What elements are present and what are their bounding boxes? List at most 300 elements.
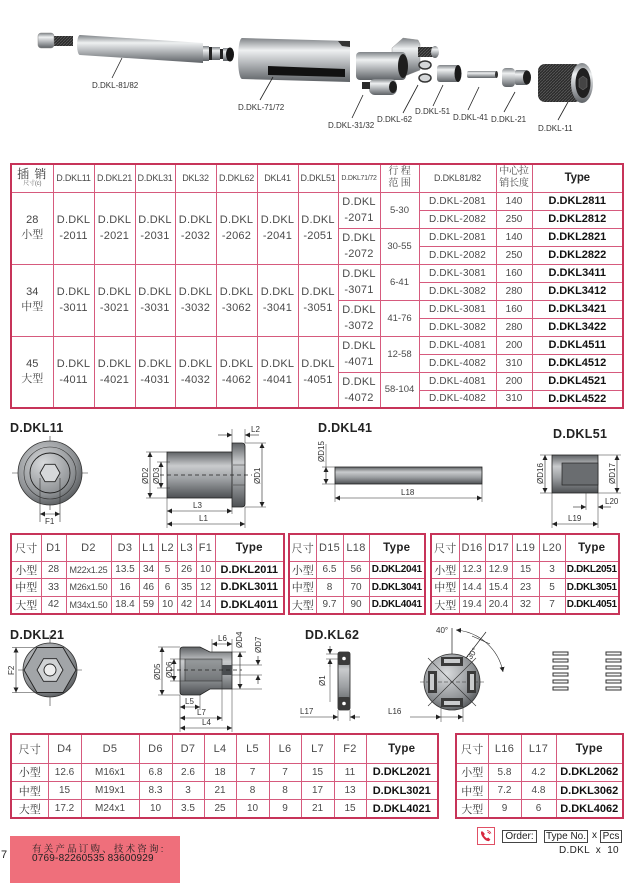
dim-label: L17 bbox=[300, 707, 314, 716]
dim-label: F1 bbox=[45, 517, 55, 526]
pull-pin-cell: D.DKL-4081 bbox=[419, 372, 496, 390]
part-cell: D.DKL -2032 bbox=[175, 192, 216, 264]
dkl11-title: D.DKL11 bbox=[10, 421, 64, 435]
type-cell: D.DKL3011 bbox=[215, 579, 284, 597]
value-cell: 6 bbox=[521, 800, 556, 818]
header-cell: Type bbox=[215, 534, 284, 561]
value-cell: 17 bbox=[301, 781, 334, 799]
dim-label: ØD2 bbox=[141, 467, 150, 484]
section-drawings-upper bbox=[0, 410, 634, 532]
dim-label: L18 bbox=[401, 488, 415, 497]
size-class-cell: 小型 bbox=[11, 561, 41, 579]
value-cell: 7 bbox=[269, 763, 301, 781]
value-cell: 70 bbox=[343, 579, 369, 597]
part-label: D.DKL-31/32 bbox=[328, 121, 375, 130]
header-cell: DKL32 bbox=[175, 164, 216, 192]
dkl21-front-view bbox=[7, 635, 82, 706]
part-labels bbox=[92, 81, 573, 133]
value-cell: 12.6 bbox=[48, 763, 81, 781]
pull-pin-cell: D.DKL-2081 bbox=[419, 228, 496, 246]
dim-label: Ø1 bbox=[318, 675, 327, 686]
value-cell: 12.9 bbox=[485, 561, 512, 579]
value-cell: 18.4 bbox=[111, 596, 139, 614]
header-cell: L5 bbox=[236, 734, 269, 763]
table-row bbox=[11, 781, 438, 799]
dkl62-spec-table bbox=[455, 733, 624, 819]
value-cell: 5.8 bbox=[488, 763, 521, 781]
dim-label: L7 bbox=[197, 708, 206, 717]
dkl62-side-view bbox=[300, 646, 360, 721]
spring-stack-icon bbox=[553, 652, 568, 690]
table-row bbox=[289, 579, 425, 597]
section-drawings-lower bbox=[0, 620, 634, 733]
dkl62-front-view bbox=[388, 626, 503, 722]
header-row bbox=[11, 734, 438, 763]
dim-label: L5 bbox=[185, 697, 194, 706]
type-cell: D.DKL4051 bbox=[565, 596, 619, 614]
phone-icon bbox=[477, 827, 495, 845]
dim-label: L1 bbox=[199, 514, 208, 523]
value-cell: 9 bbox=[269, 800, 301, 818]
dkl11-side-view bbox=[141, 425, 266, 528]
value-cell: 33 bbox=[41, 579, 66, 597]
type-cell: D.DKL4522 bbox=[532, 390, 623, 408]
contact-box bbox=[10, 836, 180, 883]
type-no-label: Type No. bbox=[545, 831, 587, 842]
pcs-label: Pcs bbox=[600, 830, 622, 843]
type-cell: D.DKL4511 bbox=[532, 336, 623, 354]
pin-length-cell: 310 bbox=[496, 390, 532, 408]
value-cell: 23 bbox=[512, 579, 539, 597]
part-cell: D.DKL -2051 bbox=[298, 192, 338, 264]
pin-length-cell: 140 bbox=[496, 192, 532, 210]
size-class-cell: 大型 bbox=[431, 596, 459, 614]
type-cell: D.DKL2041 bbox=[369, 561, 425, 579]
header-cell: 尺寸 bbox=[11, 534, 41, 561]
pull-pin-rod-part bbox=[77, 35, 234, 63]
header-cell: F1 bbox=[196, 534, 215, 561]
table-row bbox=[11, 763, 438, 781]
value-cell: 14 bbox=[196, 596, 215, 614]
dkl21-side-view bbox=[153, 631, 263, 732]
dim-label: ØD7 bbox=[254, 636, 263, 653]
size-cell bbox=[11, 336, 53, 408]
dkl41-title: D.DKL41 bbox=[318, 421, 373, 435]
table-row bbox=[11, 264, 623, 282]
type-cell: D.DKL2811 bbox=[532, 192, 623, 210]
part-label: D.DKL-41 bbox=[453, 113, 489, 122]
type-cell: D.DKL4041 bbox=[369, 596, 425, 614]
header-row bbox=[431, 534, 619, 561]
pull-pin-cell: D.DKL-2082 bbox=[419, 210, 496, 228]
value-cell: 9.7 bbox=[316, 596, 343, 614]
part-cell: D.DKL -4051 bbox=[298, 336, 338, 408]
part-label: D.DKL-62 bbox=[377, 115, 413, 124]
value-cell: M22x1.25 bbox=[66, 561, 111, 579]
dim-label: L20 bbox=[605, 497, 619, 506]
value-cell: 14.4 bbox=[459, 579, 485, 597]
table-row bbox=[456, 781, 623, 799]
table-row bbox=[456, 800, 623, 818]
header-cell: L4 bbox=[204, 734, 236, 763]
dim-label: L2 bbox=[251, 425, 260, 434]
header-cell: D.DKL62 bbox=[216, 164, 257, 192]
header-cell: D.DKL31 bbox=[135, 164, 175, 192]
contact-phone-numbers: 0769-82260535 83600929 bbox=[32, 853, 154, 864]
dkl21-spec-table bbox=[10, 733, 439, 819]
type-cell: D.DKL4521 bbox=[532, 372, 623, 390]
header-cell: Type bbox=[556, 734, 623, 763]
part-cell: D.DKL -2021 bbox=[94, 192, 135, 264]
pull-pin-cell: D.DKL-3081 bbox=[419, 264, 496, 282]
table-row bbox=[289, 596, 425, 614]
dkl11-front-view bbox=[12, 436, 88, 526]
part-cell: D.DKL -4062 bbox=[216, 336, 257, 408]
value-cell: 2.6 bbox=[172, 763, 204, 781]
pull-pin-cell: D.DKL-2081 bbox=[419, 192, 496, 210]
header-cell: D.DKL21 bbox=[94, 164, 135, 192]
table-row bbox=[289, 561, 425, 579]
header-cell: L7 bbox=[301, 734, 334, 763]
part-label: D.DKL-21 bbox=[491, 115, 527, 124]
part-cell: D.DKL -3062 bbox=[216, 264, 257, 336]
dim-label: L4 bbox=[202, 718, 211, 727]
part-cell: D.DKL -4011 bbox=[53, 336, 94, 408]
type-cell: D.DKL3411 bbox=[532, 264, 623, 282]
header-cell: D7 bbox=[172, 734, 204, 763]
table-row bbox=[11, 800, 438, 818]
value-cell: 3 bbox=[172, 781, 204, 799]
part-cell: D.DKL -3041 bbox=[257, 264, 298, 336]
value-cell: 4.2 bbox=[521, 763, 556, 781]
value-cell: 4.8 bbox=[521, 781, 556, 799]
dkl41-side-view bbox=[317, 441, 482, 502]
header-cell: D3 bbox=[111, 534, 139, 561]
value-cell: 7.2 bbox=[488, 781, 521, 799]
type-cell: D.DKL3062 bbox=[556, 781, 623, 799]
value-cell: 3 bbox=[539, 561, 565, 579]
header-row bbox=[11, 534, 284, 561]
header-cell: 尺寸 bbox=[289, 534, 316, 561]
value-cell: 15 bbox=[334, 800, 366, 818]
header-cell: D16 bbox=[459, 534, 485, 561]
exploded-assembly-view bbox=[0, 0, 634, 160]
value-cell: 10 bbox=[196, 561, 215, 579]
value-cell: 10 bbox=[158, 596, 177, 614]
value-cell: 6.5 bbox=[316, 561, 343, 579]
size-class-cell: 小型 bbox=[289, 561, 316, 579]
value-cell: 15.4 bbox=[485, 579, 512, 597]
part-label: D.DKL-51 bbox=[415, 107, 451, 116]
header-cell: D.DKL51 bbox=[298, 164, 338, 192]
value-cell: 21 bbox=[204, 781, 236, 799]
sleeve-part-cell: D.DKL -3071 bbox=[338, 264, 380, 300]
dim-label: ØD5 bbox=[153, 663, 162, 680]
sleeve-part-cell: D.DKL -4072 bbox=[338, 372, 380, 408]
value-cell: 90 bbox=[343, 596, 369, 614]
size-class-cell: 中型 bbox=[456, 781, 488, 799]
header-cell: L6 bbox=[269, 734, 301, 763]
pull-pin-cell: D.DKL-4082 bbox=[419, 354, 496, 372]
header-cell: Type bbox=[565, 534, 619, 561]
value-cell: M34x1.50 bbox=[66, 596, 111, 614]
corner-subtitle: 尺寸(c) bbox=[23, 181, 42, 188]
value-cell: 8.3 bbox=[139, 781, 172, 799]
size-class-cell: 中型 bbox=[289, 579, 316, 597]
header-cell: L16 bbox=[488, 734, 521, 763]
type-cell: D.DKL4062 bbox=[556, 800, 623, 818]
header-cell: D1 bbox=[41, 534, 66, 561]
type-cell: D.DKL2822 bbox=[532, 246, 623, 264]
size-value: 28 bbox=[26, 214, 39, 226]
type-cell: D.DKL2011 bbox=[215, 561, 284, 579]
dim-label: L6 bbox=[218, 634, 227, 643]
value-cell: 6.8 bbox=[139, 763, 172, 781]
table-row bbox=[11, 579, 284, 597]
value-cell: 12 bbox=[196, 579, 215, 597]
stroke-range-cell: 5-30 bbox=[380, 192, 419, 228]
header-cell: L3 bbox=[177, 534, 196, 561]
screw-part bbox=[38, 33, 73, 48]
pin-length-cell: 200 bbox=[496, 372, 532, 390]
dkl51-side-view bbox=[536, 455, 621, 528]
part-cell: D.DKL -3031 bbox=[135, 264, 175, 336]
dim-label: ØD16 bbox=[536, 463, 545, 484]
pin-length-cell: 200 bbox=[496, 336, 532, 354]
header-cell: Type bbox=[369, 534, 425, 561]
type-cell: D.DKL4011 bbox=[215, 596, 284, 614]
header-cell: 尺寸 bbox=[456, 734, 488, 763]
type-cell: D.DKL3051 bbox=[565, 579, 619, 597]
clip-parts bbox=[419, 61, 431, 82]
part-cell: D.DKL -4032 bbox=[175, 336, 216, 408]
type-cell: D.DKL2062 bbox=[556, 763, 623, 781]
part-cell: D.DKL -4041 bbox=[257, 336, 298, 408]
type-cell: D.DKL4021 bbox=[366, 800, 438, 818]
type-cell: D.DKL2021 bbox=[366, 763, 438, 781]
type-cell: D.DKL2812 bbox=[532, 210, 623, 228]
size-class-cell: 大型 bbox=[456, 800, 488, 818]
table-row bbox=[11, 336, 623, 354]
dim-label: 40° bbox=[436, 626, 449, 635]
dim-label: L19 bbox=[568, 514, 582, 523]
sleeve-part-cell: D.DKL -2071 bbox=[338, 192, 380, 228]
value-cell: 13.5 bbox=[111, 561, 139, 579]
dkl41-spec-table bbox=[288, 533, 426, 615]
value-cell: 5 bbox=[158, 561, 177, 579]
header-cell: F2 bbox=[334, 734, 366, 763]
size-class-cell: 小型 bbox=[431, 561, 459, 579]
header-cell: L18 bbox=[343, 534, 369, 561]
value-cell: 18 bbox=[204, 763, 236, 781]
header-row bbox=[456, 734, 623, 763]
pull-pin-cell: D.DKL-4082 bbox=[419, 390, 496, 408]
stroke-range-cell: 6-41 bbox=[380, 264, 419, 300]
value-cell: 25 bbox=[204, 800, 236, 818]
table-row bbox=[11, 561, 284, 579]
nut-part bbox=[502, 68, 531, 87]
value-cell: 20.4 bbox=[485, 596, 512, 614]
header-cell: D2 bbox=[66, 534, 111, 561]
size-class-cell: 小型 bbox=[11, 763, 48, 781]
sleeve-part-cell: D.DKL -3072 bbox=[338, 300, 380, 336]
value-cell: 5 bbox=[539, 579, 565, 597]
dim-label: ØD1 bbox=[253, 467, 262, 484]
value-cell: 11 bbox=[334, 763, 366, 781]
bushing-part bbox=[437, 65, 462, 82]
dkl11-spec-table bbox=[10, 533, 285, 615]
size-name: 中型 bbox=[21, 301, 44, 313]
dim-label: ØD15 bbox=[317, 441, 326, 462]
pin-length-cell: 250 bbox=[496, 246, 532, 264]
header-cell: D.DKL11 bbox=[53, 164, 94, 192]
header-cell: 尺寸 bbox=[431, 534, 459, 561]
corner-title: 插 销 bbox=[17, 167, 48, 182]
pin-length-cell: 280 bbox=[496, 282, 532, 300]
value-cell: 42 bbox=[41, 596, 66, 614]
pin-length-cell: 160 bbox=[496, 300, 532, 318]
value-cell: 46 bbox=[139, 579, 158, 597]
value-cell: 19.4 bbox=[459, 596, 485, 614]
header-cell: DKL41 bbox=[257, 164, 298, 192]
header-cell: Type bbox=[532, 164, 623, 192]
part-cell: D.DKL -4031 bbox=[135, 336, 175, 408]
stroke-range-cell: 30-55 bbox=[380, 228, 419, 264]
dkl51-title: D.DKL51 bbox=[553, 427, 608, 441]
value-cell: 7 bbox=[539, 596, 565, 614]
times-sign: x bbox=[592, 830, 597, 841]
value-cell: M19x1 bbox=[81, 781, 139, 799]
value-cell: 12.3 bbox=[459, 561, 485, 579]
size-name: 小型 bbox=[21, 229, 44, 241]
value-cell: 13 bbox=[334, 781, 366, 799]
part-cell: D.DKL -2062 bbox=[216, 192, 257, 264]
slotted-sleeve-part bbox=[238, 38, 350, 82]
dim-label: L3 bbox=[193, 501, 202, 510]
table-row bbox=[431, 561, 619, 579]
value-cell: 8 bbox=[316, 579, 343, 597]
value-cell: 35 bbox=[177, 579, 196, 597]
header-cell: D4 bbox=[48, 734, 81, 763]
value-cell: M16x1 bbox=[81, 763, 139, 781]
dim-label: L16 bbox=[388, 707, 402, 716]
table-row bbox=[11, 596, 284, 614]
stroke-range-cell: 58-104 bbox=[380, 372, 419, 408]
pin-length-cell: 140 bbox=[496, 228, 532, 246]
value-cell: 59 bbox=[139, 596, 158, 614]
type-cell: D.DKL3421 bbox=[532, 300, 623, 318]
table-row bbox=[431, 596, 619, 614]
header-row bbox=[11, 164, 623, 192]
pin-length-cell: 250 bbox=[496, 210, 532, 228]
part-cell: D.DKL -2041 bbox=[257, 192, 298, 264]
dim-label: F2 bbox=[7, 665, 16, 675]
part-cell: D.DKL -2011 bbox=[53, 192, 94, 264]
order-label: Order: bbox=[502, 830, 537, 843]
size-name: 大型 bbox=[21, 372, 44, 385]
dim-label: ØD17 bbox=[608, 463, 617, 484]
header-cell: L20 bbox=[539, 534, 565, 561]
header-cell: D.DKL81/82 bbox=[419, 164, 496, 192]
pull-pin-cell: D.DKL-3081 bbox=[419, 300, 496, 318]
pull-pin-cell: D.DKL-2082 bbox=[419, 246, 496, 264]
pin-length-cell: 280 bbox=[496, 318, 532, 336]
header-cell: D.DKL71/72 bbox=[338, 164, 380, 192]
header-cell: 尺寸 bbox=[11, 734, 48, 763]
value-cell: 17.2 bbox=[48, 800, 81, 818]
dim-label: ØD3 bbox=[152, 467, 161, 484]
header-row bbox=[289, 534, 425, 561]
value-cell: 15 bbox=[48, 781, 81, 799]
value-cell: 3.5 bbox=[172, 800, 204, 818]
order-example: D.DKL x 10 bbox=[559, 845, 619, 856]
part-cell: D.DKL -2031 bbox=[135, 192, 175, 264]
header-cell: D15 bbox=[316, 534, 343, 561]
part-cell: D.DKL -3032 bbox=[175, 264, 216, 336]
table-row bbox=[11, 192, 623, 210]
value-cell: 9 bbox=[488, 800, 521, 818]
value-cell: 10 bbox=[139, 800, 172, 818]
header-cell: D17 bbox=[485, 534, 512, 561]
stroke-range-cell: 41-76 bbox=[380, 300, 419, 336]
pin-length-cell: 310 bbox=[496, 354, 532, 372]
header-cell: 中心拉 销长度 bbox=[496, 164, 532, 192]
size-class-cell: 小型 bbox=[456, 763, 488, 781]
value-cell: 15 bbox=[301, 763, 334, 781]
part-cell: D.DKL -3021 bbox=[94, 264, 135, 336]
assembly-selection-table bbox=[10, 163, 624, 409]
header-cell: 行 程 范 围 bbox=[380, 164, 419, 192]
stroke-range-cell: 12-58 bbox=[380, 336, 419, 372]
dkl62-title: DD.KL62 bbox=[305, 628, 360, 642]
size-class-cell: 中型 bbox=[431, 579, 459, 597]
value-cell: 10 bbox=[236, 800, 269, 818]
type-cell: D.DKL2051 bbox=[565, 561, 619, 579]
value-cell: 8 bbox=[236, 781, 269, 799]
header-cell: L2 bbox=[158, 534, 177, 561]
header-cell: L1 bbox=[139, 534, 158, 561]
value-cell: 32 bbox=[512, 596, 539, 614]
pull-pin-cell: D.DKL-4081 bbox=[419, 336, 496, 354]
value-cell: 28 bbox=[41, 561, 66, 579]
type-cell: D.DKL3041 bbox=[369, 579, 425, 597]
part-label: D.DKL-71/72 bbox=[238, 103, 285, 112]
pull-pin-cell: D.DKL-3082 bbox=[419, 282, 496, 300]
sleeve-part-cell: D.DKL -2072 bbox=[338, 228, 380, 264]
pull-pin-cell: D.DKL-3082 bbox=[419, 318, 496, 336]
contact-heading: 有关产品订购、技术咨询: bbox=[32, 844, 166, 855]
part-cell: D.DKL -4021 bbox=[94, 336, 135, 408]
corner-header bbox=[11, 164, 53, 192]
header-cell: L19 bbox=[512, 534, 539, 561]
value-cell: 42 bbox=[177, 596, 196, 614]
part-cell: D.DKL -3051 bbox=[298, 264, 338, 336]
type-cell: D.DKL3422 bbox=[532, 318, 623, 336]
size-value: 34 bbox=[26, 286, 39, 298]
type-cell: D.DKL3412 bbox=[532, 282, 623, 300]
type-cell: D.DKL2821 bbox=[532, 228, 623, 246]
sleeve-part-cell: D.DKL -4071 bbox=[338, 336, 380, 372]
dim-label: ØD4 bbox=[235, 631, 244, 648]
type-cell: D.DKL3021 bbox=[366, 781, 438, 799]
size-cell bbox=[11, 264, 53, 336]
header-cell: Type bbox=[366, 734, 438, 763]
table-row bbox=[456, 763, 623, 781]
header-cell: L17 bbox=[521, 734, 556, 763]
size-value: 45 bbox=[26, 357, 39, 370]
value-cell: M24x1 bbox=[81, 800, 139, 818]
pin-length-cell: 160 bbox=[496, 264, 532, 282]
